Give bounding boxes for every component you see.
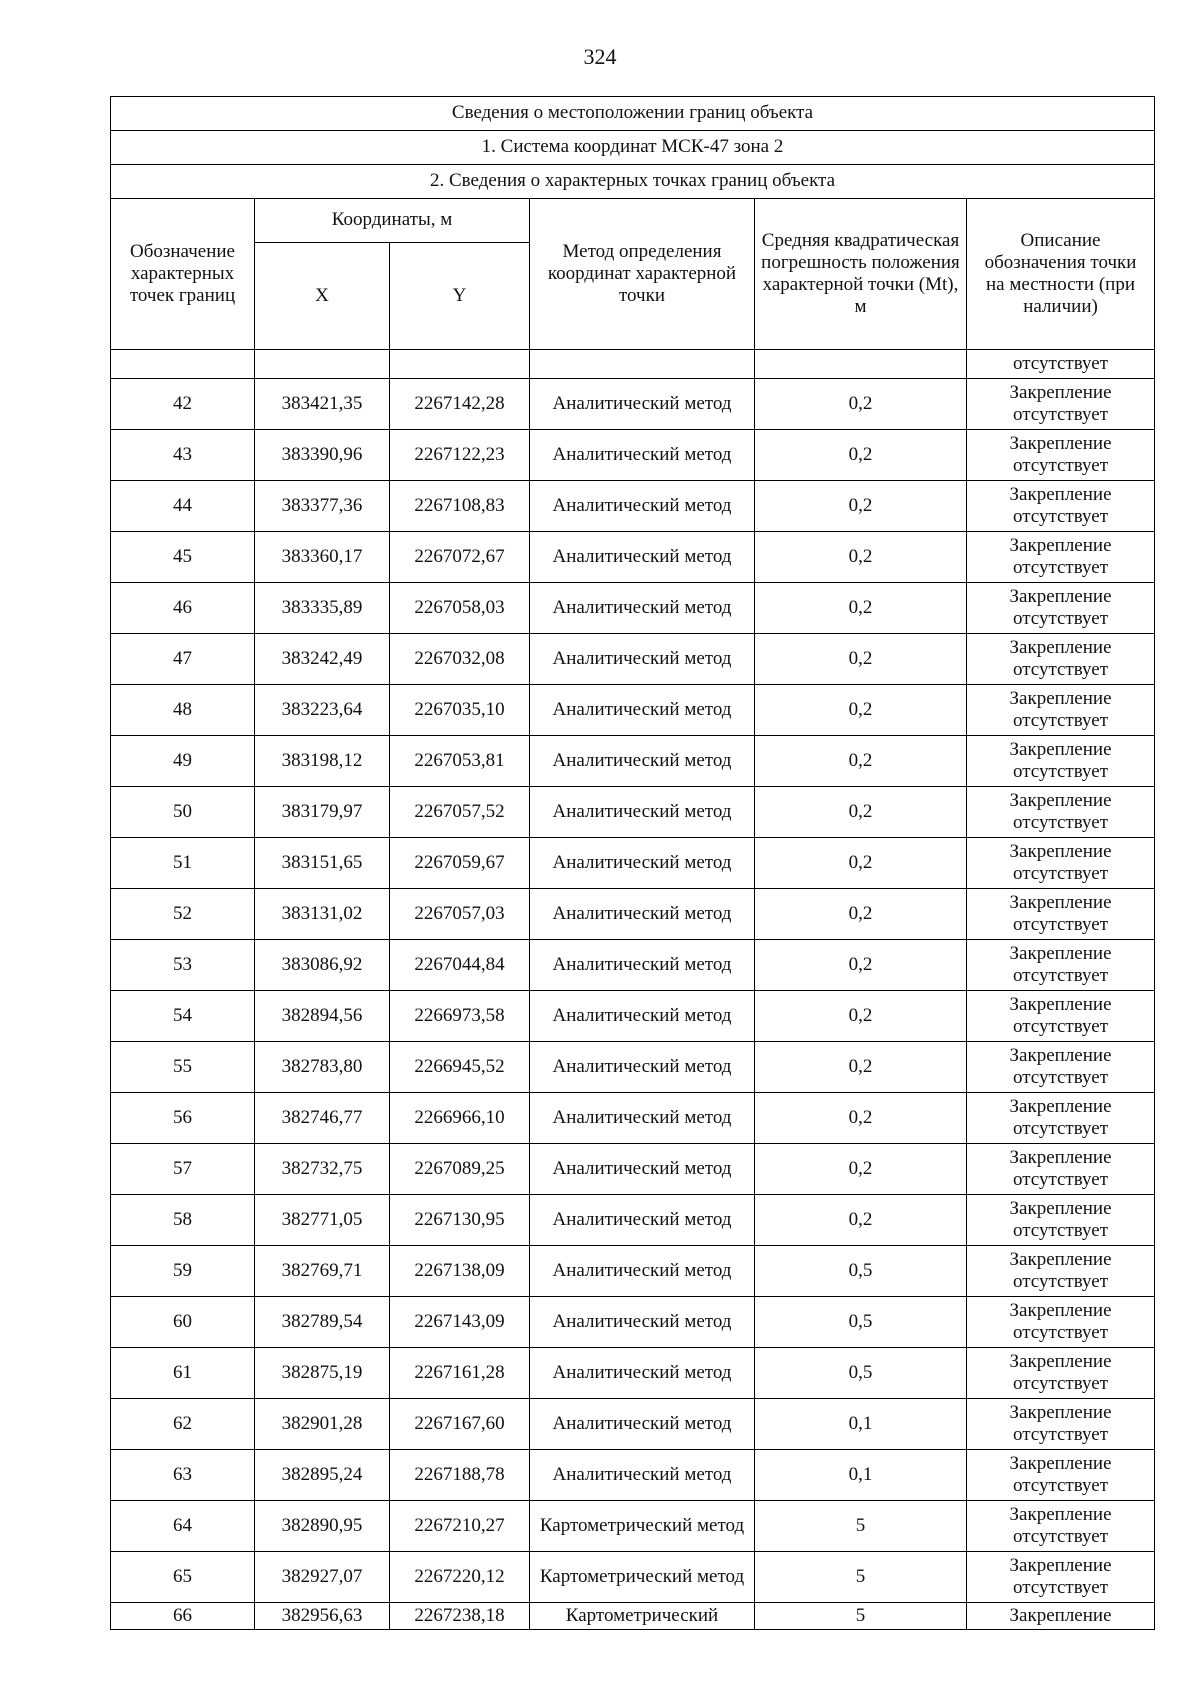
cell-x: 382875,19 — [255, 1348, 390, 1399]
table-cell — [530, 350, 755, 379]
cell-y: 2267053,81 — [390, 736, 530, 787]
cell-error: 0,2 — [755, 1195, 967, 1246]
cell-x: 383377,36 — [255, 481, 390, 532]
cell-method: Аналитический метод — [530, 481, 755, 532]
table-row — [111, 1093, 1155, 1144]
cell-error: 5 — [755, 1552, 967, 1603]
cell-point: 47 — [111, 634, 255, 685]
cell-description: Закрепление отсутствует — [967, 1246, 1155, 1297]
continuation-description: отсутствует — [967, 350, 1155, 379]
cell-method: Аналитический метод — [530, 838, 755, 889]
cell-x: 383421,35 — [255, 379, 390, 430]
table-row — [111, 1297, 1155, 1348]
cell-method: Аналитический метод — [530, 736, 755, 787]
section-title: 2. Сведения о характерных точках границ объекта — [111, 165, 1155, 199]
cell-y: 2267138,09 — [390, 1246, 530, 1297]
cell-description: Закрепление отсутствует — [967, 1552, 1155, 1603]
table-row — [111, 940, 1155, 991]
cell-y: 2267035,10 — [390, 685, 530, 736]
cell-y: 2266966,10 — [390, 1093, 530, 1144]
header-row — [111, 199, 1155, 243]
cell-error: 0,2 — [755, 481, 967, 532]
cell-method: Аналитический метод — [530, 991, 755, 1042]
cell-y: 2267044,84 — [390, 940, 530, 991]
cell-y: 2267057,52 — [390, 787, 530, 838]
cell-description: Закрепление отсутствует — [967, 430, 1155, 481]
cell-x: 382927,07 — [255, 1552, 390, 1603]
cell-method: Аналитический метод — [530, 532, 755, 583]
cell-point: 65 — [111, 1552, 255, 1603]
table-row — [111, 1603, 1155, 1630]
cell-description: Закрепление отсутствует — [967, 838, 1155, 889]
table-row — [111, 1399, 1155, 1450]
cell-y: 2267238,18 — [390, 1603, 530, 1630]
cell-error: 0,2 — [755, 1144, 967, 1195]
cell-point: 60 — [111, 1297, 255, 1348]
cell-x: 382771,05 — [255, 1195, 390, 1246]
cell-error: 5 — [755, 1501, 967, 1552]
cell-description: Закрепление — [967, 1603, 1155, 1630]
cell-method: Аналитический метод — [530, 379, 755, 430]
cell-description: Закрепление отсутствует — [967, 1093, 1155, 1144]
table-row — [111, 787, 1155, 838]
cell-y: 2267032,08 — [390, 634, 530, 685]
cell-y: 2266973,58 — [390, 991, 530, 1042]
cell-x: 383390,96 — [255, 430, 390, 481]
table-row — [111, 685, 1155, 736]
cell-description: Закрепление отсутствует — [967, 685, 1155, 736]
cell-x: 383242,49 — [255, 634, 390, 685]
cell-method: Аналитический метод — [530, 1348, 755, 1399]
cell-y: 2267089,25 — [390, 1144, 530, 1195]
cell-error: 0,2 — [755, 430, 967, 481]
boundary-points-table — [110, 96, 1155, 1630]
header-point: Обозначение характерных точек границ — [111, 199, 255, 350]
cell-x: 382956,63 — [255, 1603, 390, 1630]
cell-point: 62 — [111, 1399, 255, 1450]
table-row — [111, 430, 1155, 481]
cell-description: Закрепление отсутствует — [967, 583, 1155, 634]
cell-description: Закрепление отсутствует — [967, 634, 1155, 685]
cell-point: 53 — [111, 940, 255, 991]
cell-x: 382894,56 — [255, 991, 390, 1042]
cell-y: 2267072,67 — [390, 532, 530, 583]
cell-method: Аналитический метод — [530, 1144, 755, 1195]
cell-y: 2267058,03 — [390, 583, 530, 634]
cell-point: 64 — [111, 1501, 255, 1552]
table-row — [111, 1144, 1155, 1195]
cell-method: Аналитический метод — [530, 685, 755, 736]
header-y: Y — [390, 243, 530, 350]
cell-description: Закрепление отсутствует — [967, 1144, 1155, 1195]
cell-method: Аналитический метод — [530, 787, 755, 838]
table-row — [111, 889, 1155, 940]
cell-y: 2267057,03 — [390, 889, 530, 940]
table-row — [111, 1450, 1155, 1501]
header-error: Средняя квадратическая погрешность положения характерной точки (Mt), м — [755, 199, 967, 350]
cell-x: 383086,92 — [255, 940, 390, 991]
cell-error: 0,2 — [755, 583, 967, 634]
cell-error: 0,2 — [755, 685, 967, 736]
title-row — [111, 97, 1155, 131]
header-method: Метод определения координат характерной точки — [530, 199, 755, 350]
cell-method: Аналитический метод — [530, 1093, 755, 1144]
coordinate-system: 1. Система координат МСК-47 зона 2 — [111, 131, 1155, 165]
cell-y: 2267220,12 — [390, 1552, 530, 1603]
cell-error: 0,2 — [755, 736, 967, 787]
cell-y: 2267059,67 — [390, 838, 530, 889]
header-coordinates: Координаты, м — [255, 199, 530, 243]
table-row — [111, 838, 1155, 889]
cell-description: Закрепление отсутствует — [967, 1297, 1155, 1348]
table-title: Сведения о местоположении границ объекта — [111, 97, 1155, 131]
cell-x: 382783,80 — [255, 1042, 390, 1093]
table-row — [111, 991, 1155, 1042]
cell-x: 382890,95 — [255, 1501, 390, 1552]
cell-y: 2267188,78 — [390, 1450, 530, 1501]
cell-point: 43 — [111, 430, 255, 481]
cell-error: 0,2 — [755, 1042, 967, 1093]
cell-method: Аналитический метод — [530, 583, 755, 634]
cell-point: 66 — [111, 1603, 255, 1630]
cell-method: Картометрический — [530, 1603, 755, 1630]
title-row — [111, 131, 1155, 165]
cell-description: Закрепление отсутствует — [967, 991, 1155, 1042]
cell-x: 383151,65 — [255, 838, 390, 889]
cell-x: 383131,02 — [255, 889, 390, 940]
table-row — [111, 379, 1155, 430]
cell-x: 383335,89 — [255, 583, 390, 634]
cell-point: 50 — [111, 787, 255, 838]
header-description: Описание обозначения точки на местности (при наличии) — [967, 199, 1155, 350]
cell-x: 382746,77 — [255, 1093, 390, 1144]
cell-error: 5 — [755, 1603, 967, 1630]
cell-error: 0,1 — [755, 1399, 967, 1450]
cell-error: 0,2 — [755, 1093, 967, 1144]
cell-description: Закрепление отсутствует — [967, 1450, 1155, 1501]
table-row — [111, 532, 1155, 583]
continuation-row — [111, 350, 1155, 379]
cell-description: Закрепление отсутствует — [967, 1042, 1155, 1093]
cell-error: 0,2 — [755, 838, 967, 889]
title-row — [111, 165, 1155, 199]
cell-error: 0,2 — [755, 634, 967, 685]
page-number: 324 — [583, 44, 617, 69]
cell-point: 42 — [111, 379, 255, 430]
cell-x: 383360,17 — [255, 532, 390, 583]
cell-error: 0,2 — [755, 889, 967, 940]
table-cell — [390, 350, 530, 379]
cell-point: 61 — [111, 1348, 255, 1399]
cell-x: 383179,97 — [255, 787, 390, 838]
cell-method: Аналитический метод — [530, 940, 755, 991]
cell-point: 56 — [111, 1093, 255, 1144]
table-row — [111, 1552, 1155, 1603]
cell-method: Аналитический метод — [530, 1042, 755, 1093]
table-cell — [111, 350, 255, 379]
cell-error: 0,2 — [755, 991, 967, 1042]
cell-description: Закрепление отсутствует — [967, 1501, 1155, 1552]
cell-method: Аналитический метод — [530, 889, 755, 940]
cell-method: Аналитический метод — [530, 430, 755, 481]
cell-description: Закрепление отсутствует — [967, 481, 1155, 532]
cell-point: 57 — [111, 1144, 255, 1195]
cell-point: 59 — [111, 1246, 255, 1297]
table-row — [111, 1195, 1155, 1246]
cell-point: 51 — [111, 838, 255, 889]
cell-y: 2266945,52 — [390, 1042, 530, 1093]
cell-y: 2267210,27 — [390, 1501, 530, 1552]
cell-point: 63 — [111, 1450, 255, 1501]
cell-point: 52 — [111, 889, 255, 940]
table-cell — [755, 350, 967, 379]
cell-point: 55 — [111, 1042, 255, 1093]
cell-description: Закрепление отсутствует — [967, 736, 1155, 787]
cell-y: 2267130,95 — [390, 1195, 530, 1246]
cell-method: Аналитический метод — [530, 634, 755, 685]
cell-method: Аналитический метод — [530, 1195, 755, 1246]
cell-point: 58 — [111, 1195, 255, 1246]
cell-description: Закрепление отсутствует — [967, 1399, 1155, 1450]
cell-x: 383223,64 — [255, 685, 390, 736]
table-row — [111, 1348, 1155, 1399]
cell-point: 49 — [111, 736, 255, 787]
cell-method: Аналитический метод — [530, 1450, 755, 1501]
cell-method: Картометрический метод — [530, 1552, 755, 1603]
cell-point: 44 — [111, 481, 255, 532]
table-cell — [255, 350, 390, 379]
cell-point: 46 — [111, 583, 255, 634]
cell-x: 382901,28 — [255, 1399, 390, 1450]
cell-description: Закрепление отсутствует — [967, 379, 1155, 430]
cell-method: Аналитический метод — [530, 1297, 755, 1348]
cell-method: Аналитический метод — [530, 1246, 755, 1297]
cell-y: 2267167,60 — [390, 1399, 530, 1450]
cell-description: Закрепление отсутствует — [967, 940, 1155, 991]
cell-error: 0,5 — [755, 1246, 967, 1297]
cell-x: 383198,12 — [255, 736, 390, 787]
cell-x: 382789,54 — [255, 1297, 390, 1348]
cell-error: 0,1 — [755, 1450, 967, 1501]
cell-error: 0,2 — [755, 787, 967, 838]
cell-x: 382769,71 — [255, 1246, 390, 1297]
table-row — [111, 1042, 1155, 1093]
cell-x: 382732,75 — [255, 1144, 390, 1195]
cell-point: 45 — [111, 532, 255, 583]
cell-description: Закрепление отсутствует — [967, 532, 1155, 583]
table-row — [111, 1246, 1155, 1297]
cell-description: Закрепление отсутствует — [967, 1348, 1155, 1399]
cell-y: 2267142,28 — [390, 379, 530, 430]
cell-error: 0,5 — [755, 1348, 967, 1399]
cell-point: 54 — [111, 991, 255, 1042]
cell-description: Закрепление отсутствует — [967, 1195, 1155, 1246]
table-row — [111, 634, 1155, 685]
cell-error: 0,2 — [755, 940, 967, 991]
cell-error: 0,2 — [755, 532, 967, 583]
cell-x: 382895,24 — [255, 1450, 390, 1501]
cell-y: 2267143,09 — [390, 1297, 530, 1348]
table-row — [111, 736, 1155, 787]
cell-description: Закрепление отсутствует — [967, 889, 1155, 940]
cell-point: 48 — [111, 685, 255, 736]
cell-y: 2267161,28 — [390, 1348, 530, 1399]
cell-method: Картометрический метод — [530, 1501, 755, 1552]
cell-error: 0,2 — [755, 379, 967, 430]
cell-method: Аналитический метод — [530, 1399, 755, 1450]
table-row — [111, 481, 1155, 532]
cell-description: Закрепление отсутствует — [967, 787, 1155, 838]
table-row — [111, 583, 1155, 634]
header-x: X — [255, 243, 390, 350]
cell-error: 0,5 — [755, 1297, 967, 1348]
cell-y: 2267122,23 — [390, 430, 530, 481]
table-row — [111, 1501, 1155, 1552]
cell-y: 2267108,83 — [390, 481, 530, 532]
